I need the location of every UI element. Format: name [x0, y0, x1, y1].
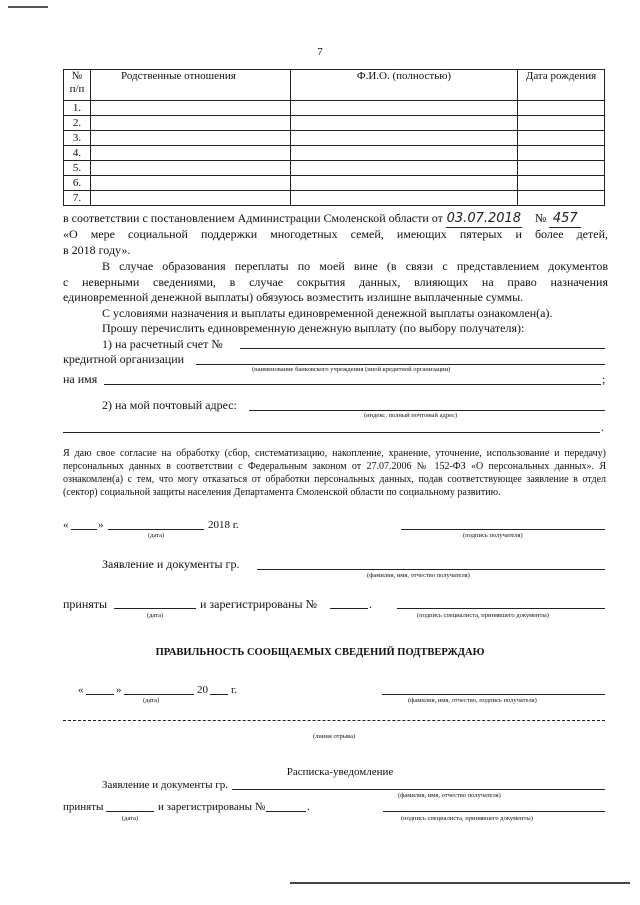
account-holder-semicolon: ; — [602, 372, 606, 386]
row-number: 7. — [64, 191, 91, 206]
fio-cell[interactable] — [291, 176, 518, 191]
table-row — [64, 191, 605, 206]
birthdate-cell[interactable] — [518, 161, 605, 176]
date2-year-prefix: 20 — [197, 684, 208, 696]
receipt-application-name-field[interactable] — [232, 789, 605, 790]
decree-title-line: «О мере социальной поддержки многодетных семей, имеющих пятерых и более детей, — [63, 227, 608, 241]
table-header-birthdate: Дата рождения — [518, 70, 605, 101]
date1-caption: (дата) — [148, 532, 165, 539]
account-label: 1) на расчетный счет № — [102, 337, 223, 351]
decree-year-line: в 2018 году». — [63, 243, 131, 257]
date2-year-suffix: г. — [231, 684, 238, 696]
relation-cell[interactable] — [91, 176, 291, 191]
postal-label: 2) на мой почтовый адрес: — [102, 398, 237, 412]
birthdate-cell[interactable] — [518, 101, 605, 116]
receipt-specialist-signature-field[interactable] — [383, 811, 605, 812]
application-caption: (фамилия, имя, отчество получателя) — [367, 572, 470, 579]
recipient-fio-signature-caption: (фамилия, имя, отчество, подпись получателя) — [408, 697, 537, 704]
receipt-title: Расписка-уведомление — [286, 766, 394, 778]
credit-org-field[interactable] — [196, 364, 605, 365]
confirm-title: ПРАВИЛЬНОСТЬ СООБЩАЕМЫХ СВЕДЕНИЙ ПОДТВЕРЖДАЮ — [155, 647, 485, 658]
overpay-line-3: единовременной денежной выплаты) обязуюсь возместить излишне выплаченные суммы. — [63, 290, 524, 304]
relation-cell[interactable] — [91, 101, 291, 116]
receipt-application-label: Заявление и документы гр. — [102, 779, 228, 791]
cut-line — [63, 720, 605, 721]
relation-cell[interactable] — [91, 191, 291, 206]
accepted-date-field[interactable] — [114, 608, 196, 609]
receipt-registration-number-field[interactable] — [266, 811, 306, 812]
page-number: 7 — [317, 46, 323, 58]
date1-year: 2018 г. — [208, 519, 239, 531]
accepted-label: приняты — [63, 597, 108, 611]
postal-period: . — [601, 420, 604, 434]
row-number: 2. — [64, 116, 91, 131]
relatives-table — [63, 69, 605, 206]
fio-cell[interactable] — [291, 131, 518, 146]
scan-bottom-mark — [290, 882, 630, 884]
scan-top-mark — [8, 6, 48, 8]
specialist-signature-field[interactable] — [397, 608, 605, 609]
receipt-registered-label: и зарегистрированы № — [158, 801, 266, 813]
date1-open-quote: « — [63, 519, 69, 531]
recipient-signature-caption: (подпись получателя) — [463, 532, 523, 539]
date1-month-field[interactable] — [108, 529, 204, 530]
conditions-text: С условиями назначения и выплаты единовременной денежной выплаты ознакомлен(а). — [102, 306, 553, 320]
table-row — [64, 146, 605, 161]
table-header-num: № п/п — [64, 70, 91, 101]
table-row — [64, 131, 605, 146]
receipt-registered-period: . — [307, 801, 310, 813]
date2-year-field[interactable] — [210, 694, 228, 695]
date2-day-field[interactable] — [86, 694, 114, 695]
table-header-fio: Ф.И.О. (полностью) — [291, 70, 518, 101]
fio-cell[interactable] — [291, 101, 518, 116]
table-row — [64, 161, 605, 176]
date2-caption: (дата) — [143, 697, 160, 704]
consent-text: Я даю свое согласие на обработку (сбор, систематизацию, накопление, хранение, уточнение, использование и передачу) персональных данных в соответствии с Федеральным законом от 27.07.2006 № 152-ФЗ «О персональных данных». Я ознакомлен(а) с тем, что могу отказаться от обработки персональных данных, подав соответствующее заявление в отдел (сектор) социальной защиты населения Департамента Смоленской области по социальному развитию. — [63, 448, 606, 498]
date1-close-quote: » — [98, 519, 104, 531]
transfer-request-text: Прошу перечислить единовременную денежную выплату (по выбору получателя): — [102, 321, 525, 335]
overpay-line-2: с неверными сведениями, в случае сокрытия данных, влияющих на право назначения — [63, 275, 608, 289]
receipt-specialist-signature-caption: (подпись специалиста, принявшего документы) — [401, 815, 533, 822]
date2-open-quote: « — [78, 684, 84, 696]
account-number-field[interactable] — [240, 348, 605, 349]
row-number: 3. — [64, 131, 91, 146]
registered-period: . — [369, 597, 372, 611]
relation-cell[interactable] — [91, 131, 291, 146]
account-holder-field[interactable] — [104, 384, 601, 385]
birthdate-cell[interactable] — [518, 191, 605, 206]
birthdate-cell[interactable] — [518, 176, 605, 191]
decree-text: в соответствии с постановлением Администрации Смоленской области от — [63, 211, 443, 225]
birthdate-cell[interactable] — [518, 146, 605, 161]
row-number: 6. — [64, 176, 91, 191]
date2-close-quote: » — [116, 684, 122, 696]
row-number: 4. — [64, 146, 91, 161]
credit-org-label: кредитной организации — [63, 352, 185, 366]
cut-line-caption: (линия отрыва) — [313, 733, 356, 740]
recipient-fio-signature-field[interactable] — [382, 694, 605, 695]
row-number: 5. — [64, 161, 91, 176]
postal-address-field-2[interactable] — [63, 432, 600, 433]
application-name-field[interactable] — [257, 569, 605, 570]
relation-cell[interactable] — [91, 146, 291, 161]
relation-cell[interactable] — [91, 116, 291, 131]
table-header-row — [64, 70, 605, 101]
recipient-signature-field[interactable] — [401, 529, 605, 530]
table-row — [64, 116, 605, 131]
registered-label: и зарегистрированы № — [200, 597, 318, 611]
table-header-relation: Родственные отношения — [91, 70, 291, 101]
bank-caption: (наименование банковского учреждения (иной кредитной организации) — [252, 366, 451, 373]
decree-date: 03.07.2018 — [446, 211, 522, 226]
table-row — [64, 176, 605, 191]
account-holder-label: на имя — [63, 372, 98, 386]
registration-number-field[interactable] — [330, 608, 368, 609]
table-row — [64, 101, 605, 116]
fio-cell[interactable] — [291, 146, 518, 161]
postal-caption: (индекс, полный почтовый адрес) — [364, 412, 458, 419]
fio-cell[interactable] — [291, 161, 518, 176]
specialist-signature-caption: (подпись специалиста, принявшего документы) — [417, 612, 549, 619]
overpay-line-1: В случае образования переплаты по моей вине (в связи с представлением документов — [102, 259, 608, 273]
fio-cell[interactable] — [291, 116, 518, 131]
receipt-accepted-date-field[interactable] — [106, 811, 154, 812]
accepted-date-caption: (дата) — [147, 612, 164, 619]
date2-month-field[interactable] — [124, 694, 194, 695]
relation-cell[interactable] — [91, 161, 291, 176]
receipt-accepted-label: приняты — [63, 801, 104, 813]
postal-address-field[interactable] — [249, 410, 605, 411]
fio-cell[interactable] — [291, 191, 518, 206]
row-number: 1. — [64, 101, 91, 116]
decree-no-label: № — [534, 211, 547, 225]
decree-number: 457 — [549, 211, 581, 228]
decree-line — [63, 211, 608, 228]
date1-day-field[interactable] — [71, 529, 97, 530]
birthdate-cell[interactable] — [518, 131, 605, 146]
receipt-date-caption: (дата) — [122, 815, 139, 822]
birthdate-cell[interactable] — [518, 116, 605, 131]
receipt-application-caption: (фамилия, имя, отчество получателя) — [398, 792, 501, 799]
application-label: Заявление и документы гр. — [102, 557, 240, 571]
